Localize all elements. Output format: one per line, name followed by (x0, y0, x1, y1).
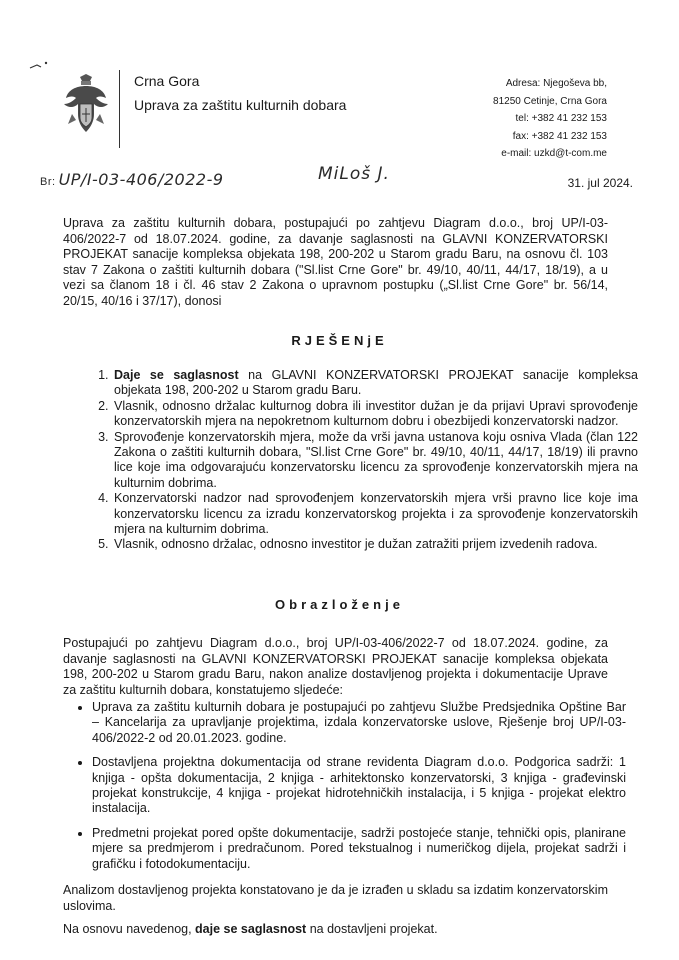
reasoning-paragraph: Postupajući po zahtjevu Diagram d.o.o., broj UP/I-03-406/2022-7 od 18.07.2024. godine, za davanje saglasnosti na GLAVNI KONZERVATORSKI PROJEKAT sanacije kompleksa objekata 198, 200-202 u Starom gradu Baru, nakon analize dostavljenog projekta i dokumentacije Uprave za zaštitu kulturnih dobara, konstatujemo sljedeće: (63, 636, 608, 697)
reasoning-item: • Dostavljena projektna dokumentacija od strane revidenta Diagram d.o.o. Podgorica sadrži: 1 knjiga - opšta dokumentacija, 2 knjiga - arhitektonsko konzervatorski, 3 knjiga - građevinski projekat konstrukcije, 4 knjiga - projekat hidrotehničkih instalacija, i 5 knjiga - projekat elektro instalacija. (92, 755, 626, 817)
decision-item-bold: Daje se saglasnost (114, 368, 239, 382)
address-city: 81250 Cetinje, Crna Gora (493, 95, 607, 107)
decision-item-text: Vlasnik, odnosno držalac, odnosno investitor je dužan zatražiti prijem izvedenih radova. (114, 537, 598, 552)
conclusion-paragraph: Analizom dostavljenog projekta konstatovano je da je izrađen u skladu sa izdatim konzervatorskim uslovima. (63, 883, 608, 913)
decision-list (82, 368, 638, 553)
reasoning-item: • Predmetni projekat pored opšte dokumentacije, sadrži postojeće stanje, tehnički opis, planirane mjere sa predmjerom i predračunom. Pored tekstualnog i numeričkog dijela, projekat sadrži i grafičku i fotodokumentaciju. (92, 826, 626, 872)
reference-handwritten: UP/I-03-406/2022-9 (58, 170, 224, 189)
final-text-start: Na osnovu navedenog, (63, 922, 196, 936)
decision-item-text: na GLAVNI KONZERVATORSKI PROJEKAT sanacije kompleksa objekata 198, 200-202 u Starom gradu Baru. (114, 368, 639, 398)
intro-paragraph: Uprava za zaštitu kulturnih dobara, postupajući po zahtjevu Diagram d.o.o., broj UP/I-03-406/2022-7 od 18.07.2024. godine, za davanje saglasnosti na GLAVNI KONZERVATORSKI PROJEKAT sanacije kompleksa objekata 198, 200-202 u Starom gradu Baru, na osnovu čl. 103 stav 7 Zakona o zaštiti kulturnih dobara ("Sl.list Crne Gore" br. 49/10, 40/11, 44/17, 18/19), a u vezi sa članom 18 i čl. 46 stav 2 Zakona o upravnom postupku („Sl.list Crne Gore" br. 56/14, 20/15, 40/16 i 37/17), donosi (63, 216, 608, 308)
institution-country: Crna Gora (134, 73, 200, 89)
final-paragraph (63, 922, 608, 938)
email: e-mail: uzkd@t-com.me (501, 148, 607, 159)
final-text-bold: daje se saglasnost (195, 922, 307, 936)
document-date: 31. jul 2024. (567, 176, 633, 190)
coat-of-arms-icon (62, 74, 110, 136)
reference-prefix: Br: (40, 176, 56, 188)
header-divider (119, 70, 120, 148)
decision-item (112, 430, 638, 492)
decision-item-text: Sprovođenje konzervatorskih mjera, može da vrši javna ustanova koju osniva Vlada (član 122 Zakona o zaštiti kulturnih dobara, "Sl.list Crne Gore" br. 49/10, 40/11, 44/17, 18/19) ili pravno lice koje ima odgovarajuću konzervatorsku licencu za sprovođenje konzervatorskih mjera na kulturnim dobrima. (114, 429, 638, 490)
decision-item (112, 368, 638, 399)
decision-title: RJEŠENjE (291, 333, 388, 348)
reasoning-list (74, 700, 626, 881)
reasoning-item: • Uprava za zaštitu kulturnih dobara je postupajući po zahtjevu Službe Predsjednika Opštine Bar – Kancelarija za upravljanje projektima, izdala konzervatorske uslove, Rješenje broj UP/I-03-406/2022-2 od 20.01.2023. godine. (92, 700, 626, 746)
reference-number (40, 170, 224, 189)
handwritten-name: MiLoš J. (318, 164, 390, 184)
decision-item (112, 491, 638, 537)
decision-item-text: Vlasnik, odnosno držalac kulturnog dobra ili investitor dužan je da prijavi Upravi sprovođenje konzervatorskih mjera na nepokretnom kulturnom dobru i obezbijedi konzervatorski nadzor. (114, 398, 638, 429)
decision-item (112, 399, 638, 430)
reasoning-title: Obrazloženje (275, 597, 404, 612)
address-block (493, 75, 607, 163)
decision-item-text: Konzervatorski nadzor nad sprovođenjem konzervatorskih mjera vrši pravno lice koje ima konzervatorsku licencu za izradu konzervatorskog projekta i za sprovođenje konzervatorskih mjera na kulturnim dobrima. (114, 491, 638, 537)
address-line: Adresa: Njegoševa bb, (505, 78, 607, 89)
decision-item (112, 537, 638, 552)
fax: fax: +382 41 232 153 (512, 130, 607, 142)
institution-name: Uprava za zaštitu kulturnih dobara (134, 97, 347, 113)
pen-mark-icon (28, 58, 58, 72)
telephone: tel: +382 41 232 153 (515, 113, 607, 124)
final-text-end: na dostavljeni projekat. (306, 922, 438, 936)
